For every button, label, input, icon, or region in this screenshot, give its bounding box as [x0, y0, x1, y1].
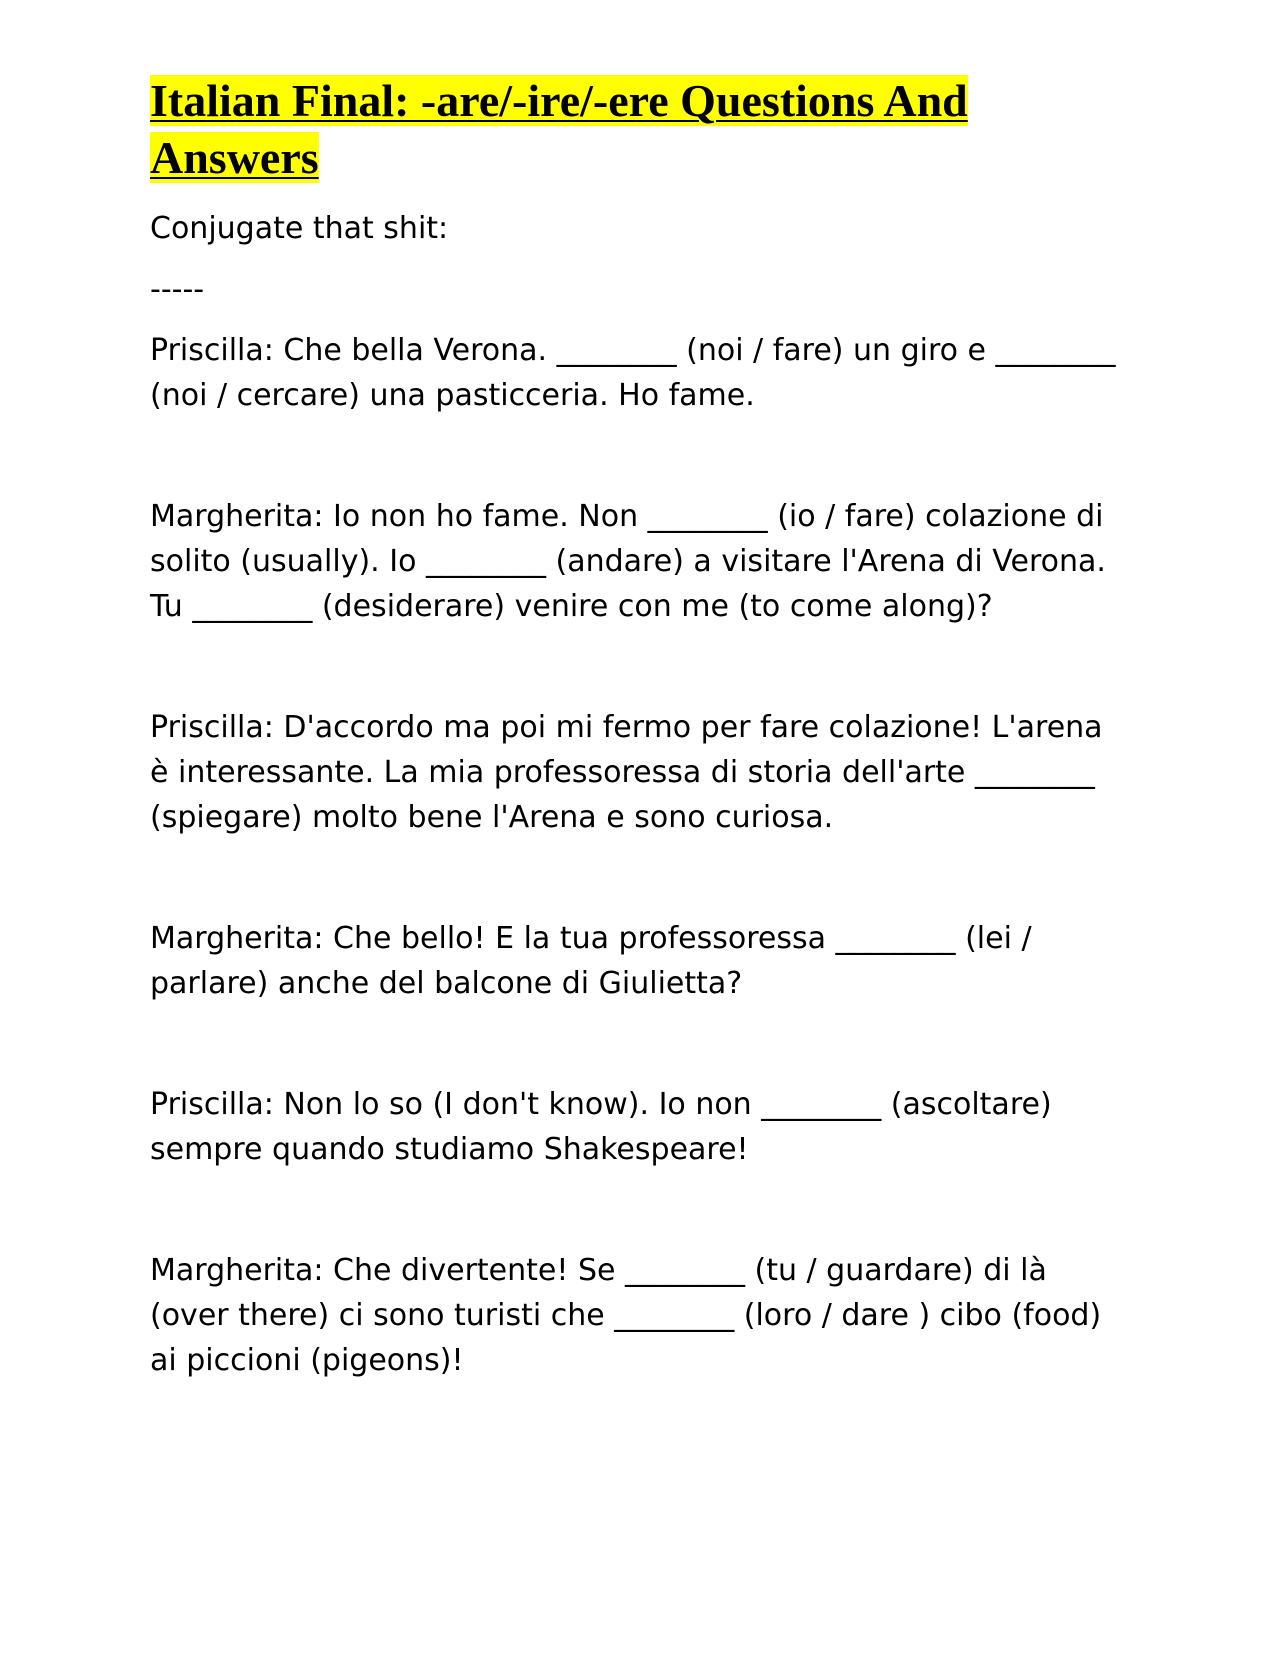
dialogue-paragraph-6: Margherita: Che divertente! Se ________ (tu / guardare) di là (over there) ci sono turisti che ________ (loro / dare ) cibo (food) ai piccioni (pigeons)!	[150, 1253, 1102, 1378]
dialogue-paragraph-1: Priscilla: Che bella Verona. ________ (noi / fare) un giro e ________ (noi / cercare) una pasticceria. Ho fame.	[150, 333, 1116, 413]
dialogue-paragraph-2: Margherita: Io non ho fame. Non ________ (io / fare) colazione di solito (usually). Io ________ (andare) a visitare l'Arena di Verona. Tu ________ (desiderare) venire con me (to come along)?	[150, 499, 1106, 624]
document-title	[150, 72, 1130, 186]
title-highlight: Italian Final: -are/-ire/-ere Questions And Answers	[150, 75, 968, 183]
document-page	[150, 72, 1130, 1459]
separator-line: -----	[150, 272, 205, 307]
intro-text: Conjugate that shit:	[150, 211, 449, 246]
dialogue-paragraph-3: Priscilla: D'accordo ma poi mi fermo per fare colazione! L'arena è interessante. La mia professoressa di storia dell'arte ________ (spiegare) molto bene l'Arena e sono curiosa.	[150, 710, 1103, 835]
dialogue-paragraph-5: Priscilla: Non lo so (I don't know). Io non ________ (ascoltare) sempre quando studiamo Shakespeare!	[150, 1087, 1052, 1167]
dialogue-paragraph-4: Margherita: Che bello! E la tua professoressa ________ (lei / parlare) anche del balcone di Giulietta?	[150, 921, 1032, 1001]
